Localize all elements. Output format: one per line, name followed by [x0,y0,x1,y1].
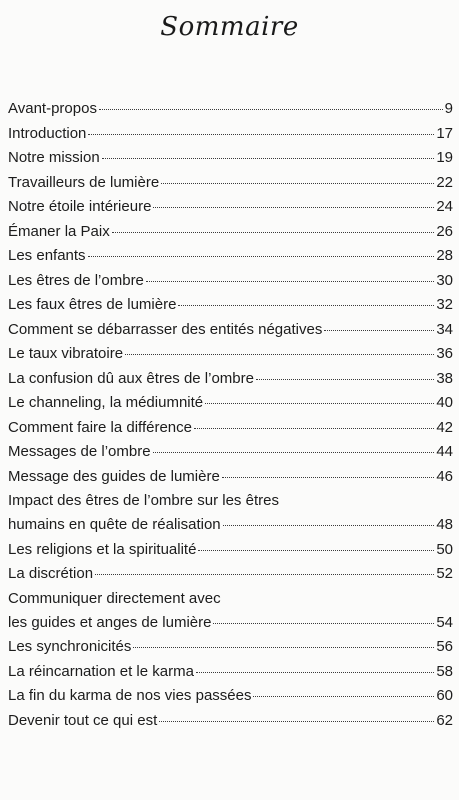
toc-entry-label: La réincarnation et le karma [8,662,194,680]
toc-entry-page-number: 24 [436,198,453,215]
toc-entry-page-number: 28 [436,247,453,264]
toc-entry-label: Introduction [8,124,87,142]
dot-leader [102,158,435,159]
toc-entry[interactable] [8,709,453,734]
toc-entry-page-number: 40 [436,394,453,411]
toc-entry[interactable] [8,684,453,709]
toc-entry-label: Émaner la Paix [8,222,110,240]
toc-entry[interactable] [8,465,453,490]
toc-entry-page-number: 30 [436,271,453,289]
dot-leader [95,574,434,575]
toc-entry[interactable] [8,367,453,392]
toc-entry-label: Le channeling, la médiumnité [8,394,204,411]
toc-entry-label: Messages de l’ombre [8,443,151,460]
toc-entry-page-number: 50 [436,540,453,558]
toc-entry[interactable] [8,293,453,318]
toc-entry-page-number: 62 [436,711,453,729]
dot-leader [194,428,434,429]
dot-leader [133,647,434,648]
toc-entry-label: Notre étoile intérieure [8,198,152,215]
toc-entry[interactable] [8,220,453,245]
toc-entry[interactable] [8,635,453,660]
dot-leader [256,379,434,380]
toc-entry-label: Les synchronicités [8,638,132,655]
toc-entry-page-number: 19 [436,149,453,166]
dot-leader [153,452,435,453]
toc-entry-page-number: 26 [436,222,453,240]
toc-entry-label: Comment faire la différence [8,418,192,436]
dot-leader [88,134,434,135]
dot-leader [324,330,434,331]
toc-entry-page-number: 56 [436,638,453,655]
toc-entry-label: Message des guides de lumière [8,467,220,485]
toc-entry-label: Les faux êtres de lumière [8,296,177,313]
toc-entry-label: Comment se débarrasser des entités négatives [8,320,323,338]
toc-entry-label: Travailleurs de lumière [8,173,160,191]
dot-leader [146,281,434,282]
toc-entry-page-number: 17 [436,124,453,142]
dot-leader [161,183,434,184]
dot-leader [88,256,435,257]
toc-entry[interactable] [8,342,453,367]
toc-entry-page-number: 32 [436,296,453,313]
toc-entry[interactable] [8,122,453,147]
toc-entry[interactable] [8,97,453,122]
toc-entry-label: Notre mission [8,149,100,166]
table-of-contents [8,97,453,733]
dot-leader [205,403,434,404]
dot-leader [196,672,434,673]
toc-entry-page-number: 44 [436,443,453,460]
dot-leader [153,207,434,208]
toc-entry-label: Les enfants [8,247,86,264]
toc-entry-label: Avant-propos [8,100,97,117]
toc-entry-page-number: 54 [436,613,453,631]
dot-leader [222,477,435,478]
toc-entry-label-line1: Impact des êtres de l’ombre sur les êtres [8,492,279,509]
toc-entry[interactable] [8,244,453,269]
toc-entry-page-number: 22 [436,173,453,191]
toc-entry-label: La fin du karma de nos vies passées [8,687,252,704]
toc-entry-label: Le taux vibratoire [8,345,124,362]
toc-entry[interactable] [8,269,453,294]
dot-leader [253,696,434,697]
toc-entry-page-number: 34 [436,320,453,338]
dot-leader [112,232,435,233]
page-title: Sommaire [160,12,299,42]
dot-leader [99,109,443,110]
toc-entry[interactable] [8,416,453,441]
dot-leader [223,525,435,526]
toc-entry-page-number: 38 [436,369,453,387]
toc-entry-page-number: 58 [436,662,453,680]
toc-entry-label: humains en quête de réalisation [8,516,221,533]
toc-entry[interactable] [8,146,453,171]
toc-entry-label-line1: Communiquer directement avec [8,589,221,607]
dot-leader [125,354,434,355]
toc-entry-page-number: 9 [444,100,453,117]
dot-leader [213,623,434,624]
toc-entry[interactable] [8,391,453,416]
toc-entry[interactable] [8,587,453,636]
toc-entry-label: Devenir tout ce qui est [8,711,158,729]
toc-entry[interactable] [8,660,453,685]
toc-entry-page-number: 36 [436,345,453,362]
dot-leader [178,305,434,306]
toc-entry[interactable] [8,440,453,465]
toc-entry[interactable] [8,171,453,196]
toc-entry-page-number: 48 [436,516,453,533]
toc-entry-page-number: 42 [436,418,453,436]
toc-entry[interactable] [8,538,453,563]
toc-entry-page-number: 60 [436,687,453,704]
toc-entry-label: les guides et anges de lumière [8,613,212,631]
toc-entry-label: La discrétion [8,565,94,582]
dot-leader [159,721,434,722]
toc-entry-label: Les êtres de l’ombre [8,271,144,289]
dot-leader [198,550,434,551]
toc-entry[interactable] [8,195,453,220]
toc-entry[interactable] [8,489,453,538]
toc-entry-label: Les religions et la spiritualité [8,540,197,558]
toc-entry-label: La confusion dû aux êtres de l’ombre [8,369,254,387]
toc-entry[interactable] [8,318,453,343]
toc-entry-page-number: 46 [436,467,453,485]
toc-entry[interactable] [8,562,453,587]
toc-entry-page-number: 52 [436,565,453,582]
